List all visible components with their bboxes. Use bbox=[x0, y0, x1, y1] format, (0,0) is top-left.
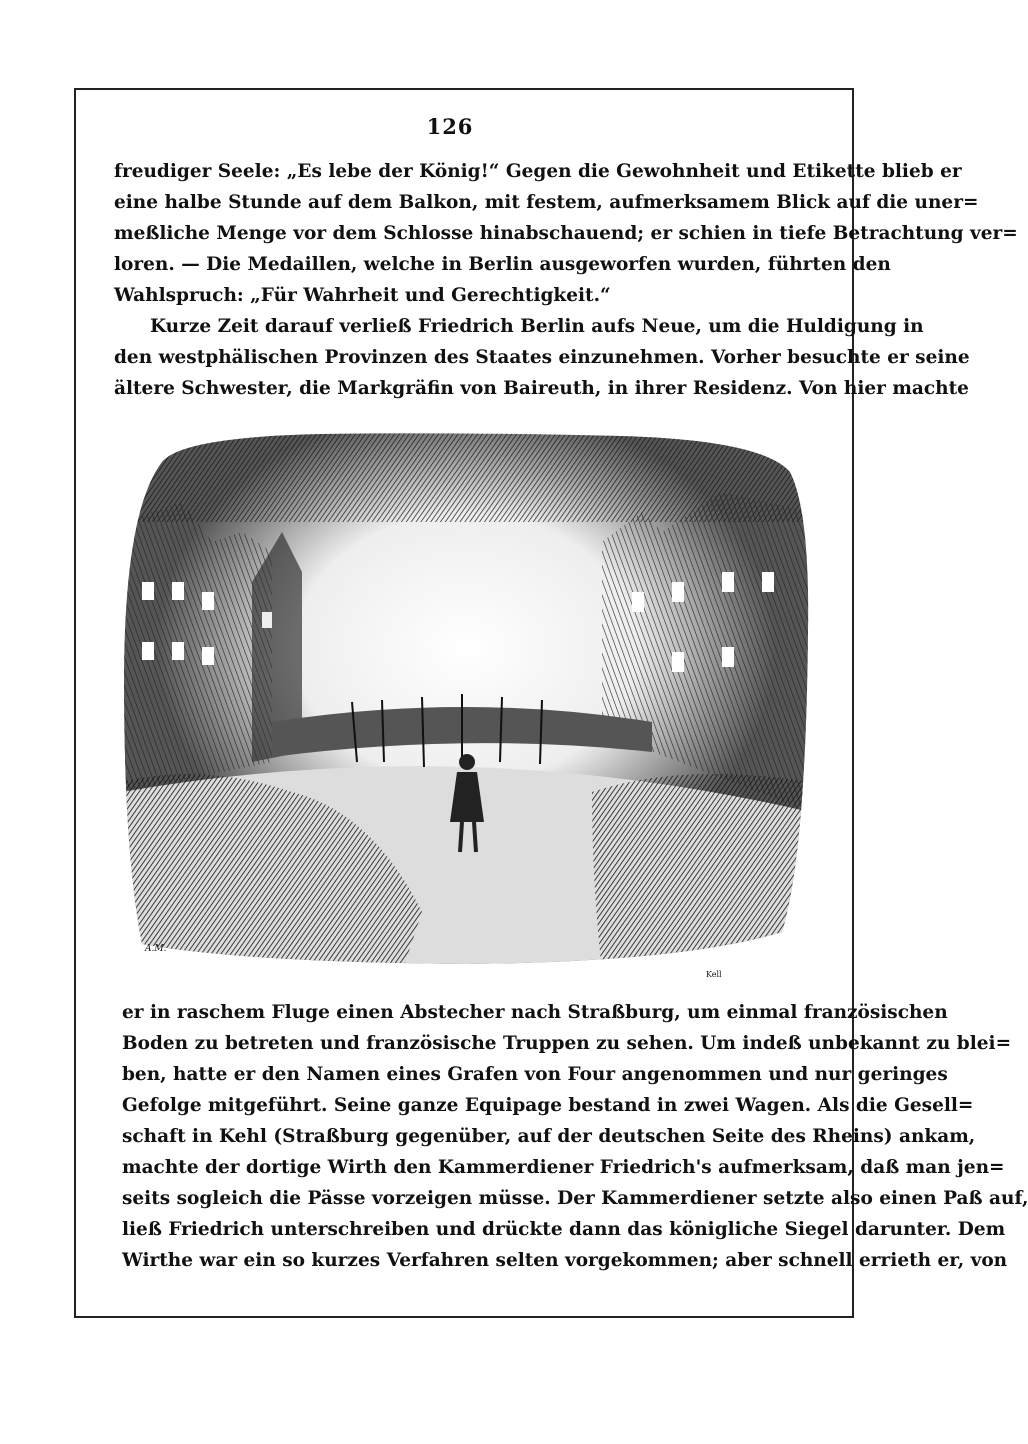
text-line: den westphälischen Provinzen des Staates einzunehmen. Vorher besuchte er seine bbox=[114, 347, 970, 368]
text-line: Boden zu betreten und französische Truppen zu sehen. Um indeß unbekannt zu blei= bbox=[122, 1033, 1012, 1054]
text-line: er in raschem Fluge einen Abstecher nach Straßburg, um einmal französischen bbox=[122, 1002, 948, 1023]
crowd-right bbox=[592, 774, 810, 972]
artist-monogram: A.M. bbox=[145, 944, 167, 954]
text-line: Kurze Zeit darauf verließ Friedrich Berlin aufs Neue, um die Huldigung in bbox=[150, 316, 924, 337]
text-line: Gefolge mitgeführt. Seine ganze Equipage bestand in zwei Wagen. Als die Gesell= bbox=[122, 1095, 974, 1116]
text-line: freudiger Seele: „Es lebe der König!“ Gegen die Gewohnheit und Etikette blieb er bbox=[114, 161, 962, 182]
top-text-block bbox=[114, 156, 1018, 404]
text-line: Wirthe war ein so kurzes Verfahren selten vorgekommen; aber schnell errieth er, von bbox=[122, 1250, 1008, 1271]
text-line: ältere Schwester, die Markgräfin von Baireuth, in ihrer Residenz. Von hier machte bbox=[114, 378, 969, 399]
text-line: schaft in Kehl (Straßburg gegenüber, auf der deutschen Seite des Rheins) ankam, bbox=[122, 1126, 976, 1147]
text-line: machte der dortige Wirth den Kammerdiener Friedrich's aufmerksam, daß man jen= bbox=[122, 1157, 1005, 1178]
text-line: ließ Friedrich unterschreiben und drückte dann das königliche Siegel darunter. Dem bbox=[122, 1219, 1006, 1240]
text-line: meßliche Menge vor dem Schlosse hinabschauend; er schien in tiefe Betrachtung ver= bbox=[114, 223, 1018, 244]
text-line: eine halbe Stunde auf dem Balkon, mit festem, aufmerksamem Blick auf die uner= bbox=[114, 192, 979, 213]
text-line: ben, hatte er den Namen eines Grafen von Four angenommen und nur geringes bbox=[122, 1064, 948, 1085]
text-line: seits sogleich die Pässe vorzeigen müsse. Der Kammerdiener setzte also einen Paß auf, bbox=[122, 1188, 1028, 1209]
text-line: Wahlspruch: „Für Wahrheit und Gerechtigkeit.“ bbox=[114, 285, 611, 306]
engraving-illustration bbox=[122, 432, 810, 972]
text-line: loren. — Die Medaillen, welche in Berlin ausgeworfen wurden, führten den bbox=[114, 254, 891, 275]
bottom-text-block bbox=[122, 997, 1028, 1276]
page-number: 126 bbox=[426, 114, 474, 139]
engraver-signature: Kell bbox=[706, 970, 722, 979]
